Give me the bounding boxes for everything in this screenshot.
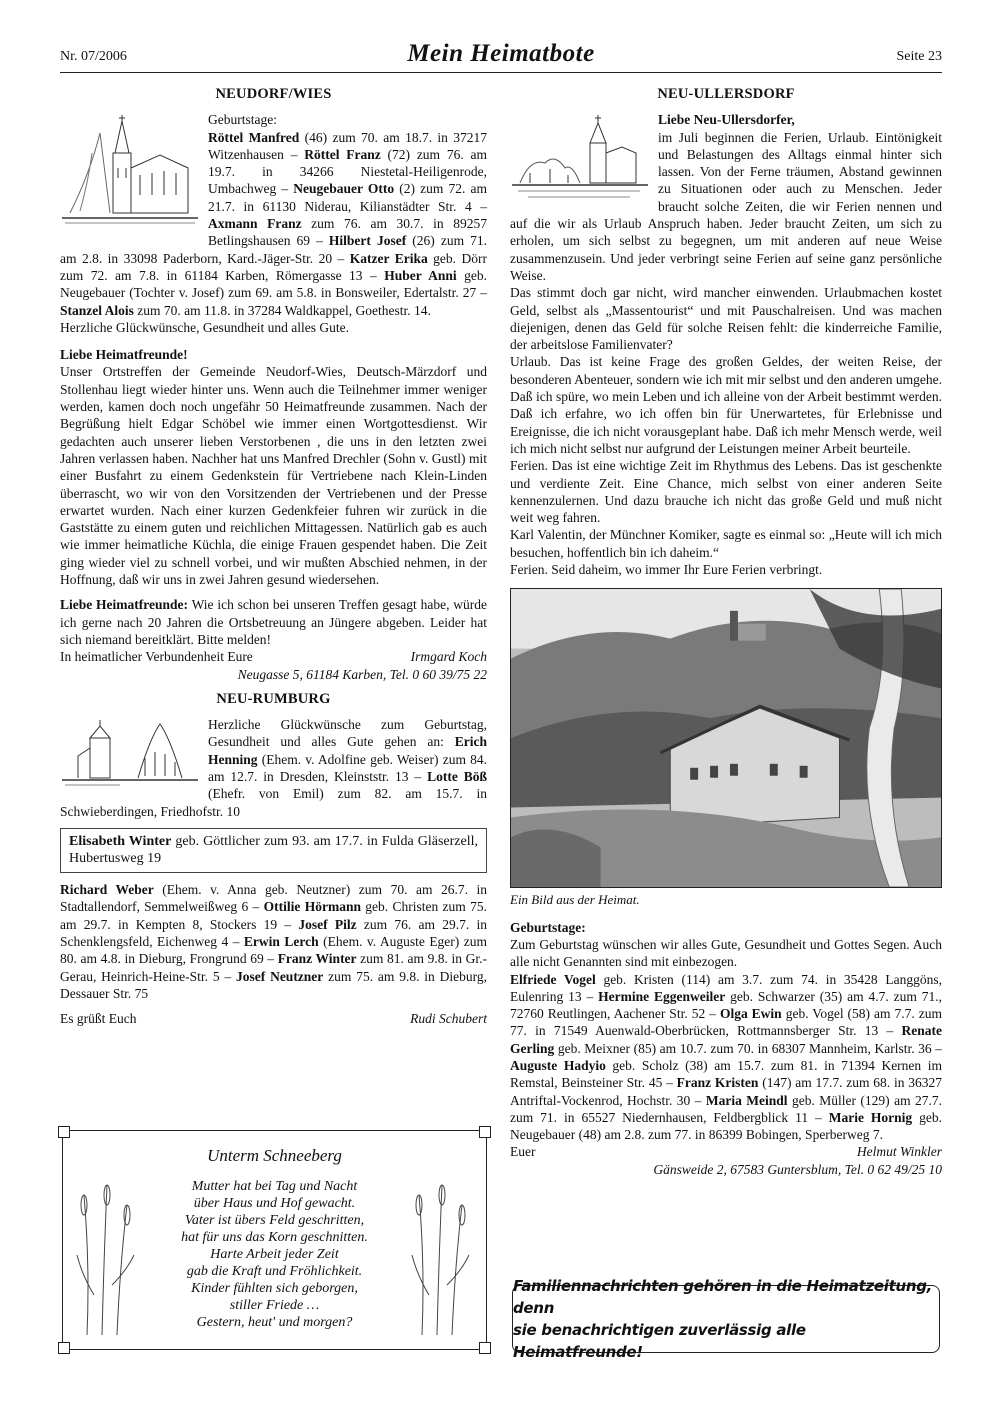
poem-line: gab die Kraft und Fröhlichkeit. <box>186 1264 363 1279</box>
right-column <box>510 86 942 1178</box>
ullersdorf-paragraph: Ferien. Seid daheim, wo immer Ihr Eure Ferien verbringt. <box>510 562 823 578</box>
birthday-name: Stanzel Alois <box>60 302 134 318</box>
page-number: Seite 23 <box>896 49 942 64</box>
corner-ornament <box>58 1342 70 1354</box>
birthday-details: (Ehem. v. Auguste Eger) zum 80. am 4.8. in Dieburg, Frongrund 69 – <box>60 933 487 967</box>
birthday-details: (Ehem. v. Anna geb. Neutzner) zum 70. am 26.7. in Stadtallendorf, Semmelweißweg 6 – <box>60 882 487 915</box>
birthday-details: (Ehefr. von Emil) zum 82. am 15.7. in Schwieberdingen, Friedhofstr. 10 <box>60 786 487 819</box>
poem-line: Vater ist übers Feld geschritten, <box>184 1213 365 1228</box>
church-sketch-icon <box>60 113 200 231</box>
poem-box <box>62 1130 487 1350</box>
chapel-sketch-icon <box>60 718 200 790</box>
birthday-details: zum 81. am 9.8. in Gr.-Gerau, Heinrich-Heine-Str. 5 – <box>60 951 487 984</box>
birthday-details: geb. Vogel (58) am 7.7. zum 77. in 71549 Auenwald-Oberbrücken, Rottmannsberger Str. 13 – <box>510 1006 943 1039</box>
birthday-name: Hilbert Josef <box>328 233 407 249</box>
poem-line: Gestern, heut' und morgen? <box>196 1315 353 1330</box>
birthday-name: Erich Henning <box>208 734 488 767</box>
section-title-neudorf: NEUDORF/WIES <box>215 86 332 102</box>
birthday-name: Auguste Hadyio <box>510 1057 606 1073</box>
page-header <box>60 40 942 73</box>
birthday-details: (26) zum 71. am 2.8. in 33098 Paderborn, Kard.-Jäger-Str. 20 – <box>60 233 488 266</box>
birthday-details: geb. Müller (129) am 27.7. zum 71. in 65527 Niedernhausen, Feldbergblick 11 – <box>510 1092 942 1125</box>
photo-caption: Ein Bild aus der Heimat. <box>510 892 640 908</box>
neudorf-address: Neugasse 5, 61184 Karben, Tel. 0 60 39/75 22 <box>237 666 487 682</box>
notice-box <box>512 1277 940 1361</box>
ullersdorf-greeting: Liebe Neu-Ullersdorfer, <box>658 112 795 128</box>
neudorf-paragraph-2: Liebe Heimatfreunde: Wie ich schon bei unseren Treffen gesagt habe, würde ich gerne nach 20 Jahren die Ortsbetreuung an Jüngere abgeben. Leider hat sich niemand bereitklärt. Bitte melden! <box>60 597 487 647</box>
birthday-name: Katzer Erika <box>349 250 428 266</box>
birthday-name: Richard Weber <box>60 882 154 898</box>
rumburg-birthdays <box>60 881 487 1002</box>
birthday-name: Josef Neutzner <box>236 968 324 984</box>
birthday-details: zum 76. am 29.7. in Schenklengsfeld, Eichenweg 4 – <box>60 916 487 949</box>
birthday-details: geb. Neugebauer (48) am 2.8. zum 77. in 86399 Bobingen, Sperberweg 7. <box>510 1109 942 1143</box>
neudorf-greeting: Liebe Heimatfreunde! <box>60 347 188 363</box>
ullersdorf-paragraph: im Juli beginnen die Ferien, Urlaub. Eintönigkeit und Belastungen des Alltags einmal hinter sich lassen. Von der Ferne träumen, Abstand gewinnen zu Situationen oder auch zu Menschen. Jeder braucht solche Zeiten, die wir Ferien nennen und auf die wir als Urlaub Anspruch haben. Jeder braucht Zeiten, um sich zu erholen, um sich selbst zu begegnen, um mit anderen auf neue Weise zusammenzusein. Und jeder verbringt seine Ferien auf seine ganz persönliche Weise. <box>510 129 942 283</box>
birthday-name: Renate Gerling <box>510 1023 942 1056</box>
birthday-name: Huber Anni <box>384 267 457 283</box>
birthday-name: Marie Hornig <box>828 1109 913 1125</box>
masthead: Mein Heimatbote <box>407 40 595 67</box>
poem-line: Kinder fühlten sich geborgen, <box>191 1281 358 1296</box>
rumburg-intro: Herzliche Glückwünsche zum Geburtstag, Gesundheit und alles Gute gehen an: Erich Henning (Ehem. v. Adolfine geb. Weiser) zum 84. am 12.7. in Dresden, Kleinststr. 13 – Lotte Böß (Ehefr. von Emil) zum 82. am 15.7. in Schwieberdingen, Friedhofstr. 10 <box>60 717 488 819</box>
ullersdorf-signature: Euer Helmut Winkler <box>510 1144 942 1160</box>
birthday-details: (2) zum 72. am 21.7. in 61130 Niderau, Kilianstädter Str. 4 – <box>208 181 487 214</box>
ullersdorf-birthdays-intro: Zum Geburtstag wünschen wir alles Gute, Gesundheit und Gottes Segen. Auch alle nicht Genannten sind mit einbezogen. <box>510 936 942 970</box>
left-column <box>60 86 487 1027</box>
corner-ornament <box>479 1342 491 1354</box>
birthday-details: zum 75. am 9.8. in Dieburg, Dessauer Str. 75 <box>60 968 487 1001</box>
birthday-details: geb. Kristen (114) am 3.7. zum 74. in 35428 Langgöns, Eulenring 13 – <box>510 971 942 1004</box>
birthday-details: geb. Meixner (85) am 10.7. zum 70. in 68307 Mannheim, Karlstr. 36 – <box>554 1040 942 1056</box>
ullersdorf-paragraph: Urlaub. Das ist keine Frage des großen Geldes, der weiten Reise, der besonderen Abenteuer, sondern wie ich mit mir selbst und den anderen umgehe. Daß ich spüre, wo mein Leben und ich alleine von der Arbeit bestimmt werden. Daß ich erfahre, wo ich offen bin für Unerwartetes, für Erlebnisse und Ereignisse, die ich nicht vorausgeplant habe. Daß ich mehr Mensch werde, weil ich mich nicht selbst nur aufgrund der Leistungen meiner Arbeit beurteile. <box>510 354 942 456</box>
issue-number: Nr. 07/2006 <box>60 49 127 64</box>
notice-line: sie benachrichtigen zuverlässig alle Heimatfreunde! <box>513 1321 806 1361</box>
poem-line: hat für uns das Korn geschnitten. <box>181 1230 368 1245</box>
birthday-name: Ottilie Hörmann <box>263 899 361 915</box>
birthday-details: geb. Schwarzer (35) am 4.7. zum 71., 72760 Reutlingen, Aachener Str. 52 – <box>510 988 942 1022</box>
notice-line: Familiennachrichten gehören in die Heimatzeitung, denn <box>513 1277 933 1317</box>
birthday-details: geb. Scholz (38) am 15.7. zum 81. in 71394 Kernen im Remstal, Beinsteiner Str. 45 – <box>510 1057 942 1091</box>
birthday-name: Röttel Manfred <box>208 129 300 145</box>
birthday-name: Josef Pilz <box>298 916 357 932</box>
corner-ornament <box>479 1126 491 1138</box>
poem-lines <box>152 1178 397 1331</box>
birthday-details: zum 70. am 11.8. in 37284 Waldkappel, Goethestr. 14. <box>133 302 431 318</box>
birthday-name: Maria Meindl <box>705 1092 788 1108</box>
corner-ornament <box>58 1126 70 1138</box>
birthday-details: geb. Dörr zum 72. am 7.8. in 61184 Karben, Römergasse 13 – <box>60 250 488 283</box>
wheat-sketch-icon <box>72 1175 142 1335</box>
birthday-name: Franz Kristen <box>676 1075 759 1091</box>
birthday-name: Hermine Eggenweiler <box>598 988 726 1004</box>
birthday-name: Elfriede Vogel <box>510 971 596 987</box>
poem-line: über Haus und Hof gewacht. <box>193 1196 356 1211</box>
poem-line: stiller Friede … <box>229 1298 320 1313</box>
ullersdorf-paragraph: Karl Valentin, der Münchner Komiker, sagte es einmal so: „Heute will ich mich besuchen, hoffentlich bin ich daheim.“ <box>510 527 942 560</box>
ullersdorf-address: Gänsweide 2, 67583 Guntersblum, Tel. 0 62 49/25 10 <box>653 1161 942 1177</box>
birthday-details: zum 76. am 30.7. in 89257 Betlingshausen 69 – <box>208 216 487 249</box>
poem-title: Unterm Schneeberg <box>207 1146 342 1165</box>
birthday-name: Röttel Franz <box>304 146 381 162</box>
rumburg-highlight-box: Elisabeth Winter geb. Göttlicher zum 93. am 17.7. in Fulda Gläserzell, Hubertusweg 19 <box>60 828 487 873</box>
neudorf-wishes: Herzliche Glückwünsche, Gesundheit und alles Gute. <box>60 319 350 335</box>
birthday-name: Axmann Franz <box>208 216 302 232</box>
birthday-details: (Ehem. v. Adolfine geb. Weiser) zum 84. am 12.7. in Dresden, Kleinststr. 13 – <box>208 751 487 784</box>
birthday-name: Franz Winter <box>277 951 357 967</box>
birthday-details: geb. Christen zum 75. am 29.7. in Kempten 8, Stockers 19 – <box>60 899 487 932</box>
birthday-details: (72) zum 76. am 19.7. in 34266 Niestetal-Heiligenrode, Umbachweg – <box>208 146 487 197</box>
village-church-sketch-icon <box>510 113 650 203</box>
poem-line: Harte Arbeit jeder Zeit <box>210 1247 339 1262</box>
rumburg-signature: Es grüßt Euch Rudi Schubert <box>60 1011 487 1027</box>
birthday-name: Neugebauer Otto <box>293 181 395 197</box>
section-title-rumburg: NEU-RUMBURG <box>216 690 331 707</box>
neudorf-birthdays: Geburtstage: Röttel Manfred (46) zum 70. am 18.7. in 37217 Witzenhausen – Röttel Franz (72) zum 76. am 19.7. in 34266 Niestetal-Heiligenrode, Umbachweg – Neugebauer Otto (2) zum 72. am 21.7. in 61130 Niderau, Kilianstädter Str. 4 – Axmann Franz zum 76. am 30.7. in 89257 Betlingshausen 69 – Hilbert Josef (26) zum 71. am 2.8. in 33098 Paderborn, Kard.-Jäger-Str. 20 – Katzer Erika geb. Dörr zum 72. am 7.8. in 61184 Karben, Römergasse 13 – Huber Anni geb. Neugebauer (Tochter v. Josef) zum 69. am 5.8. in Bonsweiler, Edertalstr. 27 – Stanzel Alois zum 70. am 11.8. in 37284 Waldkappel, Goethestr. 14. <box>60 112 488 318</box>
neudorf-signature: In heimatlicher Verbundenheit Eure Irmgard Koch <box>60 649 487 665</box>
section-title-ullersdorf: NEU-ULLERSDORF <box>657 86 795 102</box>
birthday-details: (46) zum 70. am 18.7. in 37217 Witzenhausen – <box>208 129 487 162</box>
village-photo <box>510 588 942 888</box>
ullersdorf-paragraph: Ferien. Das ist eine wichtige Zeit im Rhythmus des Lebens. Das ist geschenkte und verdiente Zeit. Eine Chance, mich selbst von einer anderen Seite kennenzulernen. Und dazu brauche ich nicht das große Geld und muß nicht weit weg fahren. <box>510 458 942 526</box>
birthday-name: Erwin Lerch <box>243 933 319 949</box>
birthday-details: (147) am 17.7. zum 68. in 36327 Antriftal-Vockenrod, Hochstr. 30 – <box>510 1075 942 1108</box>
ullersdorf-paragraph: Das stimmt doch gar nicht, wird mancher einwenden. Urlaubmachen kostet Geld, selbst als „Massentourist“ und mit Pauschalreisen. Und was machen diejenigen, denen das Geld für solche Reisen fehlt: die kinderreiche Familie, der arbeitslose Familienvater? <box>510 285 942 353</box>
birthday-name: Olga Ewin <box>719 1006 782 1022</box>
neudorf-paragraph: Unser Ortstreffen der Gemeinde Neudorf-Wies, Deutsch-Märzdorf und Stollenhau liegt wieder hinter uns. Wenn auch die Teilnehmer immer weniger werden, kamen doch noch ungefähr 50 Heimatfreunde zusammen. Nach der Begrüßung hielt Edgar Schöbel wie immer einen Wortgottesdienst. Wir gedachten auch unserer lieben Verstorbenen , die uns in den letzten zwei Jahren verlassen haben. Nachher hat uns Manfred Drechler (Sohn v. Gustl) mit einer Busfahrt zu einem Gedenkstein für Vertriebene nach Klein-Linden überrascht, wo wir von den Vorsitzenden der Vertriebenen und der Presse erwartet wurden. Nach einer kurzen Gedenkfeier fuhren wir zurück in die Gaststätte zu einem guten und reichlichen Mittagessen. Natürlich gab es auch wie immer heimatliche Küchla, die einige Frauen gespendet haben. Die Zeit ging wieder viel zu schnell vorbei, und wir mußten Abschied nehmen, in der Hoffnung, daß wir uns in zwei Jahren gesund wiedersehen. <box>60 364 487 588</box>
birthday-name: Lotte Böß <box>427 768 488 784</box>
ullersdorf-birthdays <box>510 971 942 1144</box>
ullersdorf-birthdays-title: Geburtstage: <box>510 919 586 935</box>
poem-line: Mutter hat bei Tag und Nacht <box>191 1179 358 1194</box>
birthday-details: geb. Neugebauer (Tochter v. Josef) zum 69. am 5.8. in Bonsweiler, Edertalstr. 27 – <box>60 267 487 301</box>
wheat-sketch-icon <box>407 1175 477 1335</box>
